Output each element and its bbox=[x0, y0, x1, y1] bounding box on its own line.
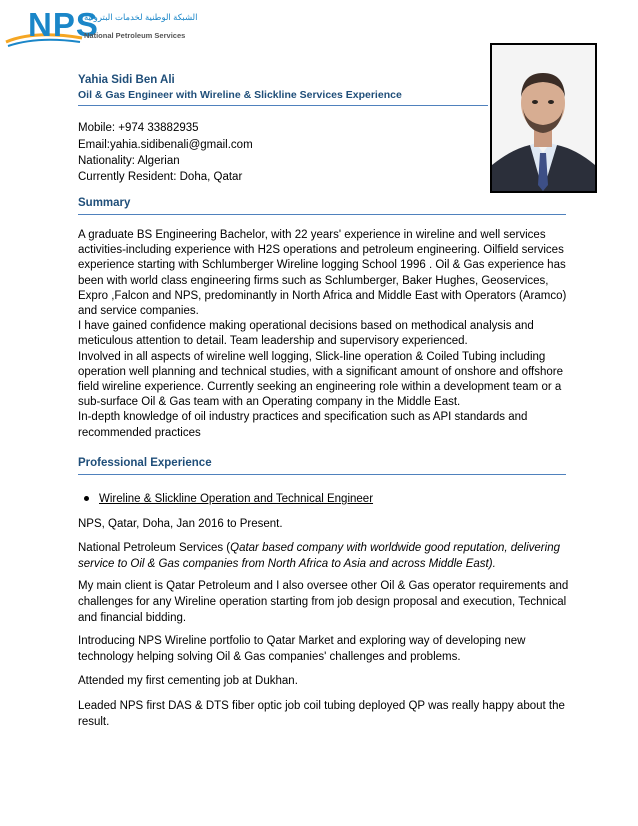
profile-photo bbox=[490, 43, 597, 193]
experience-role: Wireline & Slickline Operation and Technical Engineer bbox=[99, 493, 374, 505]
candidate-title: Oil & Gas Engineer with Wireline & Slickline Services Experience bbox=[78, 89, 402, 101]
header-divider bbox=[78, 105, 488, 106]
experience-heading: Professional Experience bbox=[78, 457, 212, 469]
contact-mobile: Mobile: +974 33882935 bbox=[78, 122, 199, 134]
company-logo bbox=[0, 0, 200, 56]
contact-nationality: Nationality: Algerian bbox=[78, 155, 180, 167]
experience-employer: NPS, Qatar, Doha, Jan 2016 to Present. bbox=[78, 518, 283, 530]
experience-role-item bbox=[78, 493, 373, 505]
summary-paragraph: A graduate BS Engineering Bachelor, with 22 years' experience in wireline and well services activities-including experience with H2S operations and petroleum engineering. Oilfield services experience starting with Schlumberger Wireline logging School 1996 . Oil & Gas experience has been with world class engineering firms such as Schlumberger, Baker Hughes, Geoservices, Expro ,Falcon and NPS, predominantly in North Africa and Middle East with Operators (Aramco) and service companies. bbox=[78, 229, 567, 318]
company-description bbox=[78, 540, 573, 572]
contact-email: Email:yahia.sidibenali@gmail.com bbox=[78, 139, 253, 151]
portrait-image bbox=[492, 45, 595, 191]
experience-paragraph-2: Introducing NPS Wireline portfolio to Qatar Market and exploring way of developing new technology helping solving Oil & Gas companies' challenges and problems. bbox=[78, 635, 526, 663]
experience-paragraph-3: Attended my first cementing job at Dukhan. bbox=[78, 675, 298, 687]
summary-heading: Summary bbox=[78, 197, 131, 209]
logo-brand: NPS bbox=[28, 6, 99, 43]
summary-divider bbox=[78, 214, 566, 215]
logo-arabic-name: الشبكة الوطنية لخدمات البترولية bbox=[84, 12, 198, 22]
company-desc: Qatar based company with worldwide good reputation, delivering service to Oil & Gas companies from North Africa to Asia and across Middle East). bbox=[78, 542, 560, 570]
logo-english-name: National Petroleum Services bbox=[84, 31, 186, 40]
experience-paragraph-4: Leaded NPS first DAS & DTS fiber optic job coil tubing deployed QP was really happy about the result. bbox=[78, 700, 565, 728]
experience-divider bbox=[78, 474, 566, 475]
company-prefix: National Petroleum Services ( bbox=[78, 542, 231, 554]
candidate-name: Yahia Sidi Ben Ali bbox=[78, 74, 175, 86]
experience-paragraph-1: My main client is Qatar Petroleum and I also oversee other Oil & Gas operator requirements and challenges for any Wireline operation starting from job design proposal and execution, Technical and financial bidding. bbox=[78, 580, 569, 624]
summary-paragraph: I have gained confidence making operational decisions based on methodical analysis and meticulous attention to detail. Team leadership and supervisory experienced. bbox=[78, 320, 534, 348]
bullet-icon bbox=[84, 496, 89, 501]
summary-body bbox=[78, 228, 573, 441]
summary-paragraph: Involved in all aspects of wireline well logging, Slick-line operation & Coiled Tubing including operation well planning and technical studies, with a significant amount of onshore and offshore field wireline experience. Currently seeking an engineering role within a development team or a sub-surface Oil & Gas team with an Operating company in the Middle East. bbox=[78, 350, 564, 409]
contact-residence: Currently Resident: Doha, Qatar bbox=[78, 171, 243, 183]
summary-paragraph: In-depth knowledge of oil industry practices and specification such as API standards and recommended practices bbox=[78, 411, 528, 439]
